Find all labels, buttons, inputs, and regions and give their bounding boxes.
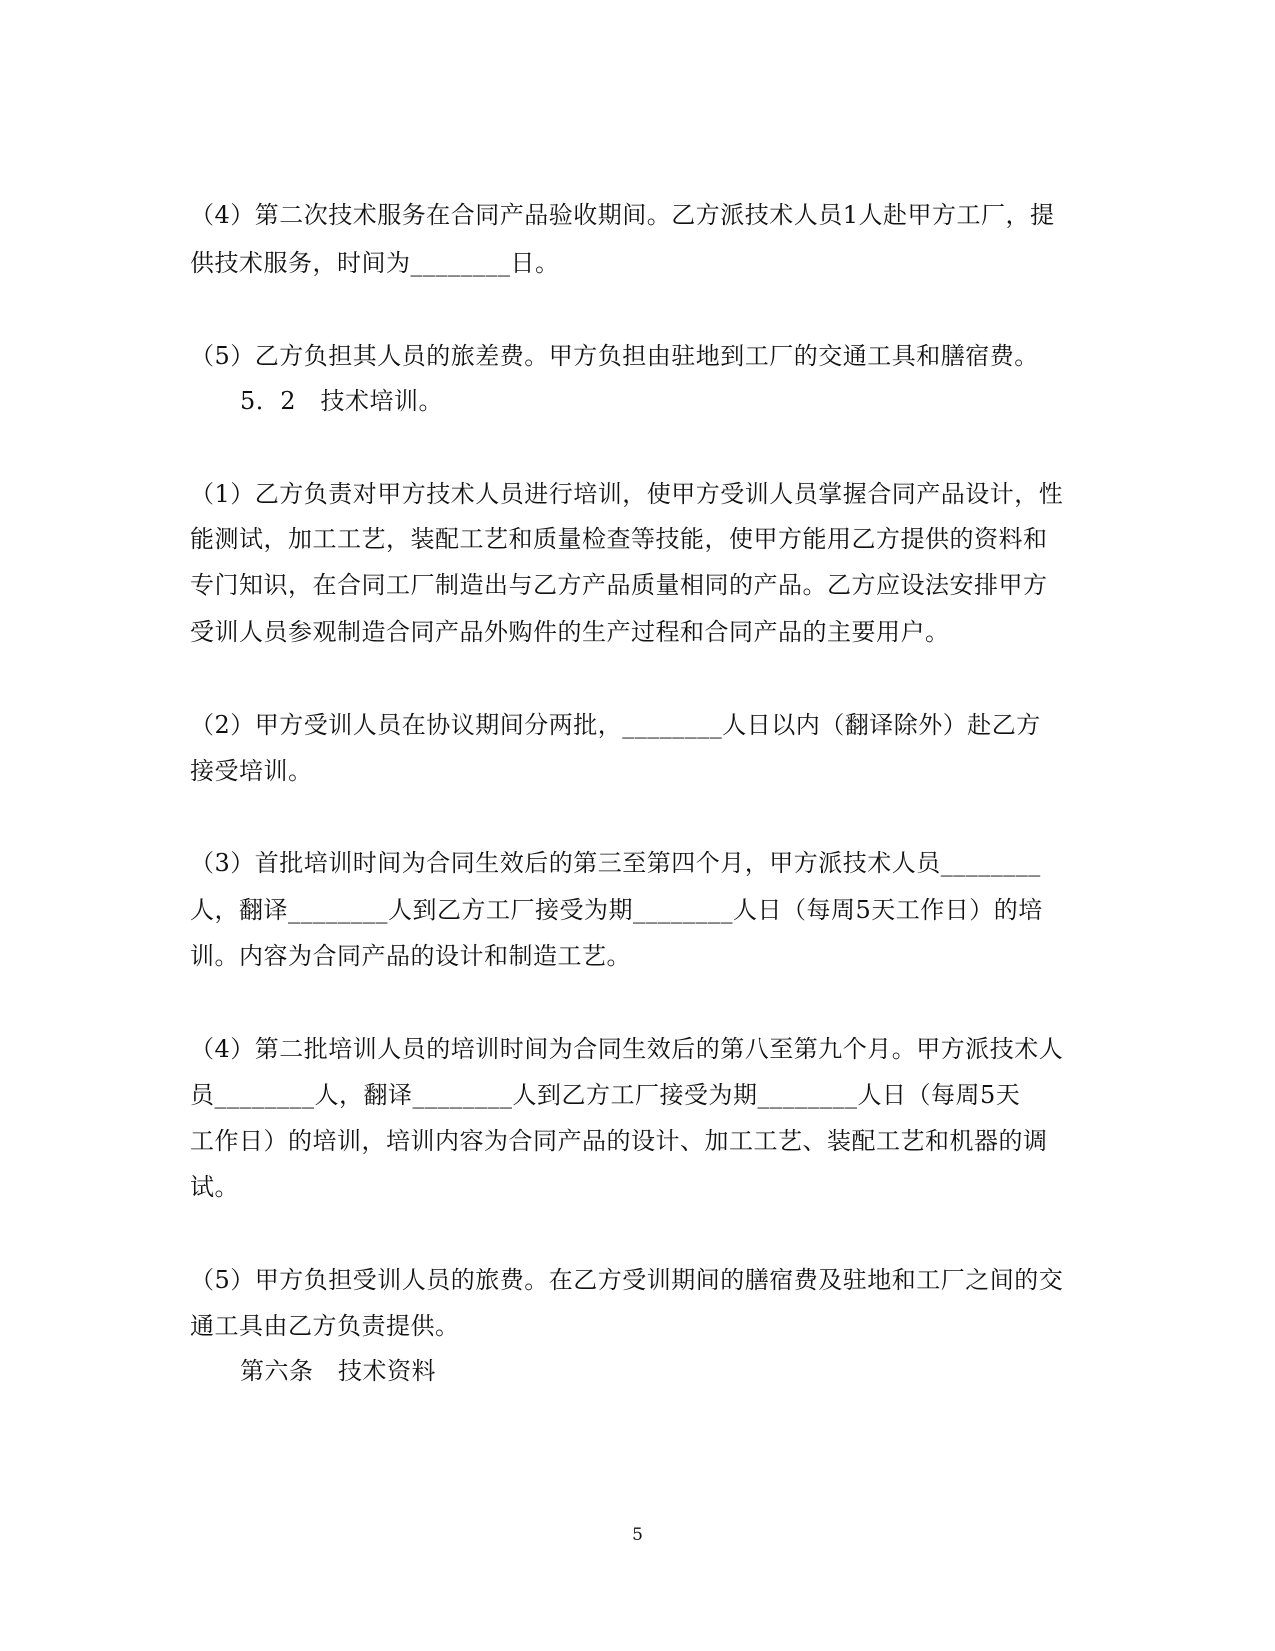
text-line: 受训人员参观制造合同产品外购件的生产过程和合同产品的主要用户。	[190, 618, 950, 646]
page-number: 5	[632, 1525, 643, 1545]
text-line: （5）甲方负担受训人员的旅费。在乙方受训期间的膳宿费及驻地和工厂之间的交	[190, 1266, 1064, 1294]
text-line: 试。	[190, 1173, 239, 1201]
text-line: （5）乙方负担其人员的旅差费。甲方负担由驻地到工厂的交通工具和膳宿费。	[190, 342, 1039, 370]
text-line: 供技术服务，时间为________日。	[190, 249, 560, 277]
text-line: 工作日）的培训，培训内容为合同产品的设计、加工工艺、装配工艺和机器的调	[190, 1127, 1048, 1155]
text-line: （3）首批培训时间为合同生效后的第三至第四个月，甲方派技术人员________	[190, 849, 1041, 877]
text-line: 能测试，加工工艺，装配工艺和质量检查等技能，使甲方能用乙方提供的资料和	[190, 525, 1048, 553]
text-line: （4）第二批培训人员的培训时间为合同生效后的第八至第九个月。甲方派技术人	[190, 1035, 1064, 1063]
text-line: 接受培训。	[190, 757, 313, 785]
text-line: 人，翻译________人到乙方工厂接受为期________人日（每周5天工作日）的培	[190, 896, 1043, 924]
section-heading: 第六条 技术资料	[240, 1357, 436, 1385]
text-line: 通工具由乙方负责提供。	[190, 1312, 460, 1340]
text-line: （1）乙方负责对甲方技术人员进行培训，使甲方受训人员掌握合同产品设计，性	[190, 480, 1064, 508]
text-line: 训。内容为合同产品的设计和制造工艺。	[190, 942, 631, 970]
text-line: （2）甲方受训人员在协议期间分两批，________人日以内（翻译除外）赴乙方	[190, 711, 1041, 739]
text-line: 员________人，翻译________人到乙方工厂接受为期________人日（每周5天	[190, 1081, 1021, 1109]
text-line: （4）第二次技术服务在合同产品验收期间。乙方派技术人员1人赴甲方工厂，提	[190, 201, 1055, 229]
text-line: 专门知识，在合同工厂制造出与乙方产品质量相同的产品。乙方应设法安排甲方	[190, 571, 1048, 599]
section-heading: 5．2 技术培训。	[240, 387, 444, 415]
